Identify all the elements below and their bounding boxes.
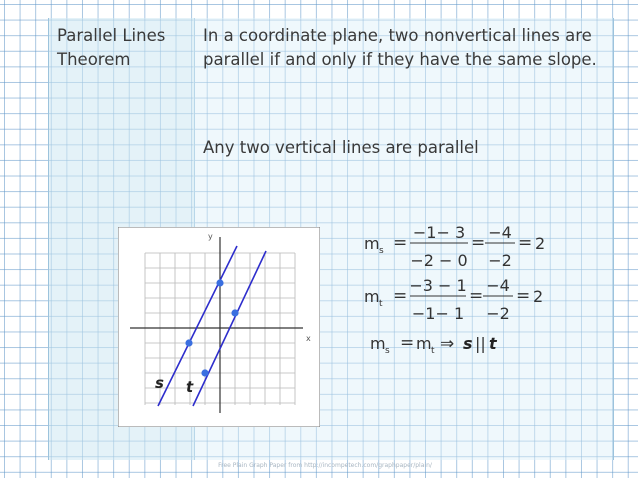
m-symbol: m [364, 287, 380, 306]
equals-sign: = [518, 233, 533, 253]
graph-paper-credit: Free Plain Graph Paper from http://incompetech.com/graphpaper/plain/ [218, 462, 432, 469]
line-t-symbol: t [489, 334, 497, 353]
y-axis-label: y [208, 232, 213, 241]
subscript-s: s [379, 246, 384, 256]
m-symbol: m [370, 334, 386, 353]
denominator: −2 [488, 251, 512, 270]
numerator: −3 − 1 [409, 276, 467, 295]
x-axis-label: x [306, 334, 311, 343]
line-s-symbol: s [463, 334, 473, 353]
line-t-label: t [186, 378, 194, 396]
equals-sign: = [400, 333, 415, 353]
equals-sign: = [469, 286, 484, 306]
point-s-lower [185, 339, 192, 346]
slope-equations [360, 218, 580, 358]
parallel-conclusion [370, 333, 498, 356]
theorem-title: Parallel Lines Theorem [57, 26, 166, 69]
denominator: −2 − 0 [410, 251, 468, 270]
equals-sign: = [393, 233, 408, 253]
implies-symbol: ⇒ [440, 334, 455, 354]
numerator: −4 [486, 276, 510, 295]
line-s-label: s [155, 374, 164, 392]
slope-value: 2 [535, 234, 546, 253]
point-t-lower [201, 369, 208, 376]
subscript-t: t [379, 299, 383, 309]
point-t-upper [231, 309, 238, 316]
vertical-lines-note: Any two vertical lines are parallel [203, 138, 479, 157]
m-symbol: m [416, 334, 432, 353]
equals-sign: = [393, 286, 408, 306]
numerator: −1− 3 [412, 223, 466, 242]
equals-sign: = [471, 233, 486, 253]
numerator: −4 [488, 223, 512, 242]
denominator: −2 [486, 304, 510, 323]
subscript-t: t [431, 346, 435, 356]
equation-slope-s [364, 223, 545, 270]
denominator: −1− 1 [411, 304, 465, 323]
coordinate-graph [118, 227, 320, 427]
theorem-definition: In a coordinate plane, two nonvertical lines are parallel if and only if they have the same slope. [203, 26, 597, 69]
graph-frame [118, 227, 320, 427]
parallel-symbol: || [475, 334, 486, 353]
equation-slope-t [364, 276, 543, 323]
equals-sign: = [516, 286, 531, 306]
point-s-upper [216, 279, 223, 286]
subscript-s: s [385, 346, 390, 356]
slope-value: 2 [533, 287, 544, 306]
m-symbol: m [364, 234, 380, 253]
